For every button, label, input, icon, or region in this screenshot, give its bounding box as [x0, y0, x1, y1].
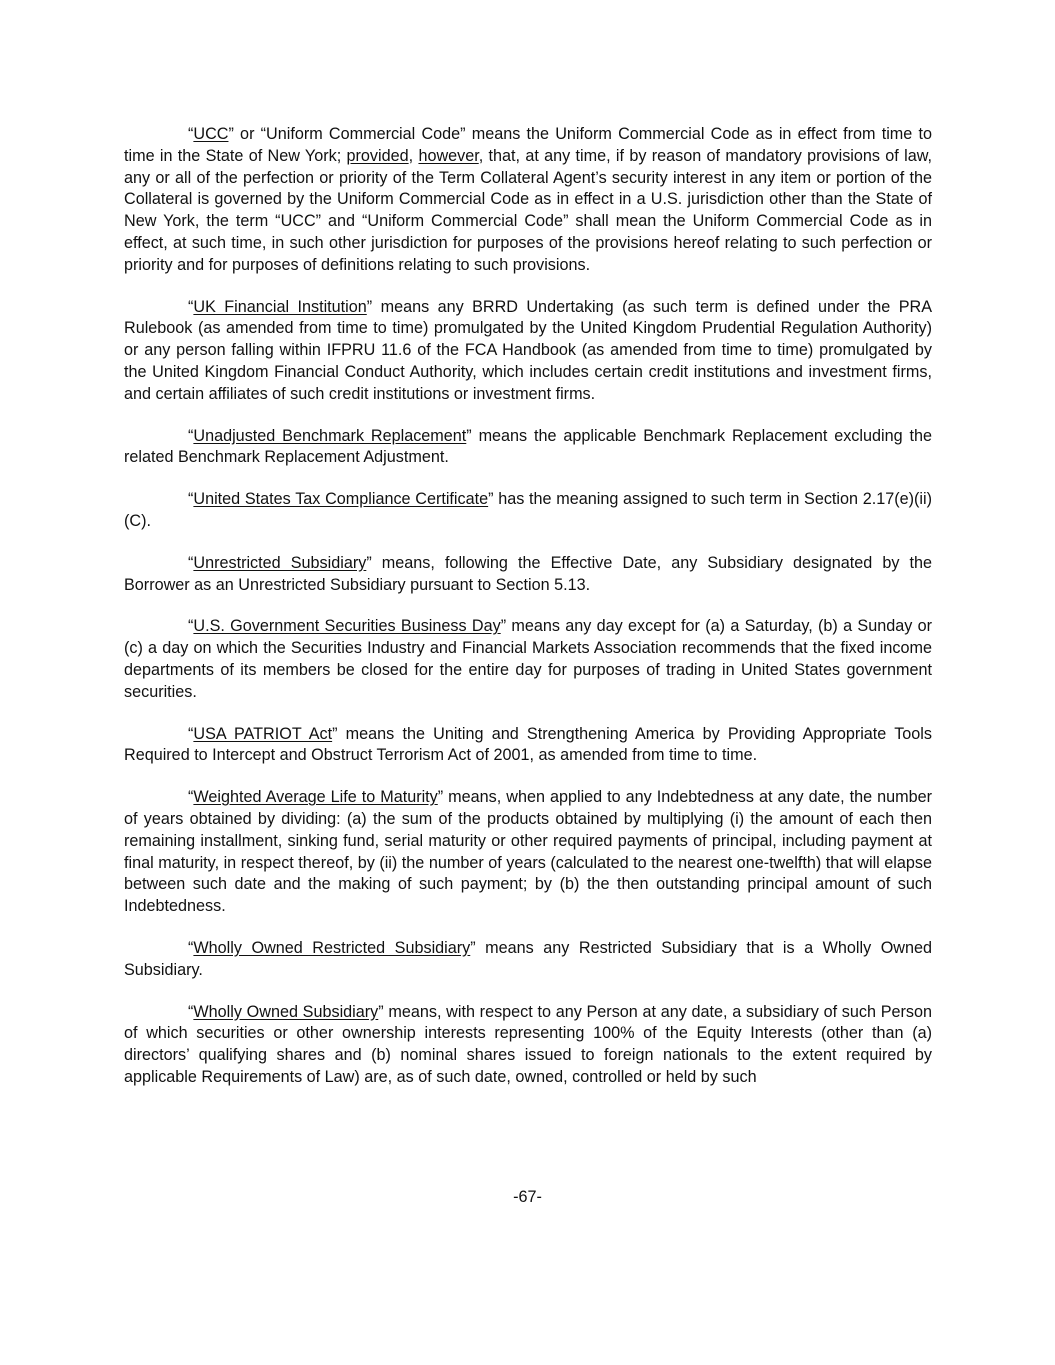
definition-text: means, when applied to any Indebtedness at any date, the number of years obtained by dividing: (a) the sum of the products obtained by multiplying (i) the amount of each then remaining installment, sinking fund, serial maturity or other required payments of principal, including payment at final maturity, in respect thereof, by (ii) the number of years (calculated to the nearest one-twelfth) that will elapse between such date and the making of such payment; by (b) the then outstanding principal amount of such Indebtedness. [124, 788, 932, 916]
open-quote: “ [188, 788, 194, 807]
defined-term: USA PATRIOT Act [193, 724, 333, 743]
definition-text: means the applicable Benchmark Replacement excluding the related Benchmark Replacement Adjustment. [124, 426, 932, 467]
close-quote: ” [466, 426, 472, 445]
close-quote: ” [366, 297, 373, 316]
definition-text: , that, at any time, if by reason of mandatory provisions of law, any or all of the perfection or priority of the Term Collateral Agent’s security interest in any item or portion of the Collateral is governed by the Uniform Commercial Code as in effect in a U.S. jurisdiction other than the State of New York, the term “UCC” and “Uniform Commercial Code” shall mean the Uniform Commercial Code as in effect, at such time, in such other jurisdiction for purposes of the provisions hereof relating to such perfection or priority and for purposes of definitions relating to such provisions. [124, 146, 933, 274]
definition-text: means any BRRD Undertaking (as such term is defined under the PRA Rulebook (as amended from time to time) promulgated by the United Kingdom Prudential Regulation Authority) or any person falling within IFPRU 11.6 of the FCA Handbook (as amended from time to time) promulgated by the United Kingdom Financial Conduct Authority, which includes certain credit institutions and investment firms, and certain affiliates of such credit institutions or investment firms. [124, 297, 932, 403]
definition-unadjusted-benchmark-replacement [124, 426, 932, 470]
document-page [124, 124, 932, 1109]
definition-unrestricted-subsidiary [124, 553, 932, 597]
definition-us-government-securities-business-day [124, 616, 932, 703]
definition-us-tax-compliance-certificate [124, 489, 932, 533]
definition-usa-patriot-act [124, 724, 932, 768]
defined-term: UK Financial Institution [193, 297, 367, 316]
close-quote: ” [437, 788, 444, 807]
definition-text: means any day except for (a) a Saturday, (b) a Sunday or (c) a day on which the Securities Industry and Financial Markets Association recommends that the fixed income departments of its members be closed for the entire day for purposes of trading in United States government securities. [124, 617, 932, 701]
close-quote: ” [366, 553, 372, 572]
open-quote: “ [188, 297, 194, 316]
defined-term: U.S. Government Securities Business Day [193, 617, 501, 636]
open-quote: “ [188, 125, 194, 143]
open-quote: “ [188, 617, 194, 636]
defined-term: Wholly Owned Restricted Subsidiary [193, 938, 471, 957]
open-quote: “ [188, 938, 194, 957]
open-quote: “ [188, 426, 194, 445]
definition-text: or “Uniform Commercial Code” means the Uniform Commercial Code as in effect from time to time in the State of New York; [124, 125, 932, 165]
close-quote: ” [228, 125, 234, 143]
defined-term: Unrestricted Subsidiary [193, 553, 367, 572]
close-quote: ” [378, 1002, 384, 1021]
definition-text: means the Uniting and Strengthening America by Providing Appropriate Tools Required to Intercept and Obstruct Terrorism Act of 2001, as amended from time to time. [124, 724, 932, 765]
open-quote: “ [188, 1002, 194, 1021]
definition-uk-financial-institution [124, 297, 932, 406]
close-quote: ” [488, 490, 494, 509]
definition-text: has the meaning assigned to such term in Section 2.17(e)(ii)(C). [124, 490, 932, 530]
defined-term: Unadjusted Benchmark Replacement [193, 426, 467, 445]
definition-wholly-owned-restricted-subsidiary [124, 938, 932, 982]
open-quote: “ [188, 724, 194, 743]
open-quote: “ [188, 553, 194, 572]
defined-term: Wholly Owned Subsidiary [193, 1002, 379, 1021]
definition-text: means, with respect to any Person at any date, a subsidiary of such Person of which securities or other ownership interests representing 100% of the Equity Interests (other than (a) directors’ qualifying shares and (b) nominal shares issued to foreign nationals to the extent required by applicable Requirements of Law) are, as of such date, owned, controlled or held by such [124, 1002, 932, 1086]
page-number: -67- [513, 1188, 542, 1206]
definition-text: , [408, 146, 419, 165]
close-quote: ” [470, 938, 476, 957]
definition-text: means any Restricted Subsidiary that is a Wholly Owned Subsidiary. [124, 938, 932, 979]
close-quote: ” [500, 617, 507, 636]
open-quote: “ [188, 490, 194, 509]
definition-text: means, following the Effective Date, any Subsidiary designated by the Borrower as an Unrestricted Subsidiary pursuant to Section 5.13. [124, 553, 932, 594]
close-quote: ” [332, 724, 338, 743]
definition-ucc [124, 124, 932, 277]
definition-weighted-average-life-to-maturity [124, 787, 932, 918]
definition-wholly-owned-subsidiary [124, 1002, 932, 1089]
underlined-word-provided: provided [346, 146, 409, 165]
underlined-word-however: however [418, 146, 479, 165]
defined-term: Weighted Average Life to Maturity [193, 788, 438, 807]
defined-term: UCC [193, 125, 229, 143]
defined-term: United States Tax Compliance Certificate [193, 490, 489, 509]
